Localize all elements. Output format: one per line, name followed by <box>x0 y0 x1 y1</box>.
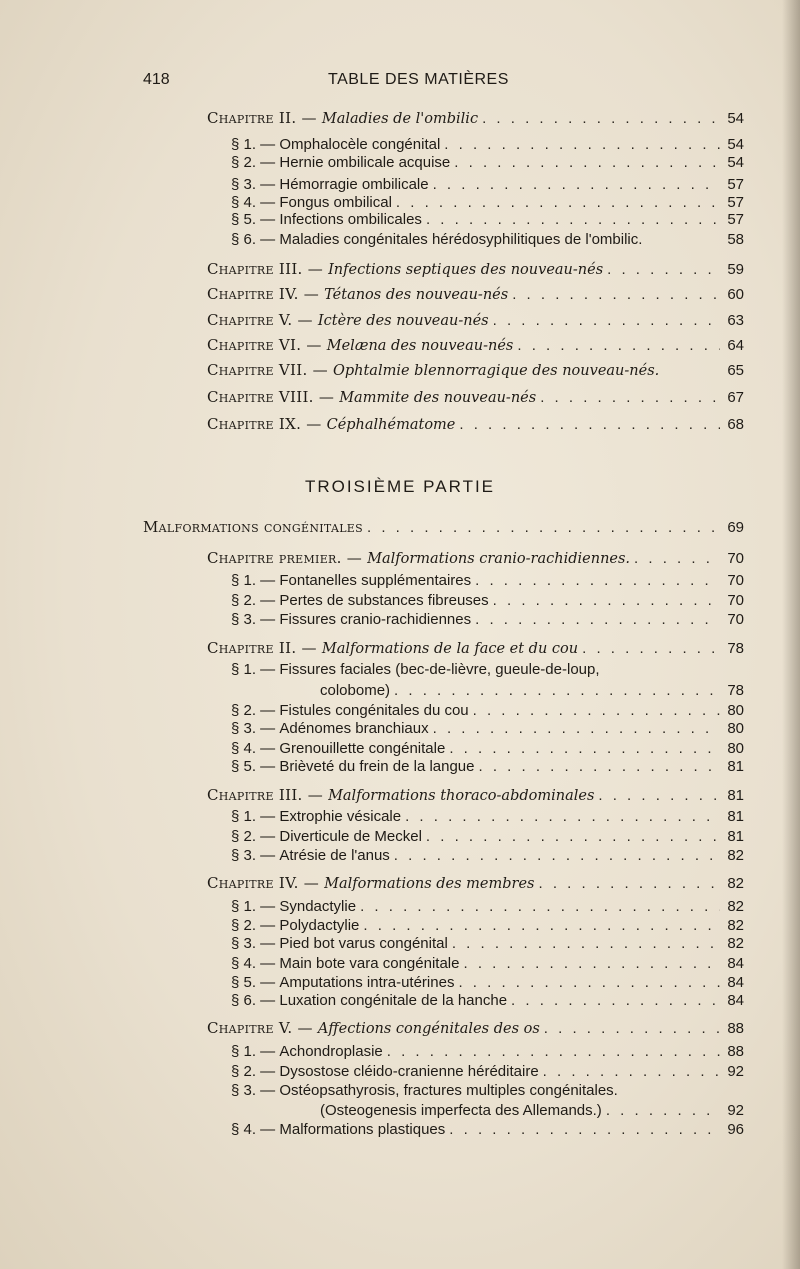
entry-page-number: 80 <box>727 702 744 719</box>
entry-page-number: 78 <box>727 640 744 657</box>
entry-prefix: § 5. — <box>231 211 280 228</box>
section-entry <box>231 989 744 1013</box>
entry-page-number: 58 <box>727 231 744 248</box>
page-number: 418 <box>143 71 170 88</box>
dot-leader <box>607 258 720 282</box>
entry-title: Luxation congénitale de la hanche <box>279 992 508 1009</box>
entry-prefix: Chapitre VII. — <box>207 361 333 379</box>
entry-title: Polydactylie <box>279 917 360 934</box>
part-heading: TROISIÈME PARTIE <box>304 477 496 496</box>
entry-prefix: Chapitre II. — <box>207 109 322 127</box>
entry-prefix: § 1. — <box>231 572 280 589</box>
entry-page-number: 57 <box>727 194 744 211</box>
entry-page-number: 70 <box>727 550 744 567</box>
entry-title: Extrophie vésicale <box>279 808 402 825</box>
chapter-entry <box>207 257 744 281</box>
dot-leader <box>367 516 720 540</box>
entry-title: Maladies de l'ombilic <box>321 111 479 127</box>
entry-page-number: 67 <box>727 389 744 406</box>
entry-title: (Osteogenesis imperfecta des Allemands.) <box>320 1102 602 1119</box>
entry-page-number: 96 <box>727 1121 744 1138</box>
entry-page-number: 78 <box>727 682 744 699</box>
entry-page-number: 70 <box>727 572 744 589</box>
entry-title: Ophtalmie blennorragique des nouveau-nés. <box>332 363 660 379</box>
entry-prefix: § 3. — <box>231 720 280 737</box>
entry-title: Amputations intra-utérines <box>279 974 455 991</box>
entry-title: Omphalocèle congénital <box>279 136 441 153</box>
entry-title: Pertes de substances fibreuses <box>279 592 489 609</box>
entry-title: colobome) <box>320 682 391 699</box>
entry-page-number: 59 <box>727 261 744 278</box>
entry-page-number: 81 <box>727 808 744 825</box>
entry-page-number: 65 <box>727 362 744 379</box>
entry-page-number: 82 <box>727 935 744 952</box>
entry-page-number: 84 <box>727 955 744 972</box>
entry-prefix: Chapitre VIII. — <box>207 388 340 406</box>
section-entry <box>231 151 744 175</box>
chapter-entry <box>207 333 744 357</box>
entry-page-number: 54 <box>727 136 744 153</box>
entry-prefix: § 2. — <box>231 917 280 934</box>
entry-title: Brièveté du frein de la langue <box>279 758 475 775</box>
chapter-entry <box>207 106 744 130</box>
entry-title: Adénomes branchiaux <box>279 720 429 737</box>
entry-title: Malformations plastiques <box>279 1121 446 1138</box>
chapter-entry <box>207 636 744 660</box>
dot-leader <box>475 608 720 632</box>
entry-title: Fissures cranio-rachidiennes <box>279 611 472 628</box>
entry-prefix: Chapitre IV. — <box>207 874 325 892</box>
entry-prefix: Chapitre III. — <box>207 786 329 804</box>
chapter-entry <box>207 308 744 332</box>
entry-page-number: 88 <box>727 1020 744 1037</box>
dot-leader <box>454 151 720 175</box>
entry-page-number: 81 <box>727 758 744 775</box>
entry-page-number: 80 <box>727 740 744 757</box>
chapter-entry <box>207 358 744 382</box>
entry-prefix: § 3. — <box>231 847 280 864</box>
dot-leader <box>512 283 720 307</box>
entry-title: Céphalhématome <box>326 417 456 433</box>
dot-leader <box>493 309 720 333</box>
dot-leader <box>449 1118 720 1142</box>
entry-page-number: 92 <box>727 1102 744 1119</box>
entry-title: Hémorragie ombilicale <box>279 176 429 193</box>
entry-prefix: § 3. — <box>231 611 280 628</box>
entry-page-number: 68 <box>727 416 744 433</box>
entry-title: Melæna des nouveau-nés <box>326 338 514 354</box>
entry-prefix: § 1. — <box>231 898 280 915</box>
entry-page-number: 70 <box>727 611 744 628</box>
entry-prefix: § 4. — <box>231 955 280 972</box>
entry-page-number: 84 <box>727 992 744 1009</box>
section-entry <box>231 844 744 868</box>
entry-page-number: 88 <box>727 1043 744 1060</box>
section-entry <box>231 228 744 252</box>
entry-prefix: § 1. — <box>231 136 280 153</box>
chapter-entry <box>207 1016 744 1040</box>
dot-leader <box>511 989 720 1013</box>
entry-title: Hernie ombilicale acquise <box>279 154 451 171</box>
page-edge-shadow <box>782 0 800 1269</box>
entry-title: Main bote vara congénitale <box>279 955 460 972</box>
entry-page-number: 82 <box>727 847 744 864</box>
entry-prefix: § 3. — <box>231 1082 280 1099</box>
dot-leader <box>394 844 720 868</box>
page-header <box>143 71 743 95</box>
entry-prefix: § 1. — <box>231 661 280 678</box>
entry-page-number: 60 <box>727 286 744 303</box>
dot-leader <box>540 386 720 410</box>
dot-leader <box>479 755 721 779</box>
entry-title: Maladies congénitales hérédosyphilitiques de l'ombilic. <box>279 231 643 248</box>
entry-prefix: § 2. — <box>231 154 280 171</box>
chapter-entry <box>207 385 744 409</box>
entry-prefix: § 6. — <box>231 231 280 248</box>
entry-title: Ictère des nouveau-nés <box>317 313 489 329</box>
entry-prefix: § 4. — <box>231 1121 280 1138</box>
dot-leader <box>482 107 720 131</box>
entry-prefix: Chapitre V. — <box>207 311 318 329</box>
entry-page-number: 82 <box>727 875 744 892</box>
section-entry <box>231 608 744 632</box>
entry-prefix: Chapitre VI. — <box>207 336 327 354</box>
entry-title: Fistules congénitales du cou <box>279 702 469 719</box>
entry-title: Grenouillette congénitale <box>279 740 446 757</box>
section-entry <box>231 755 744 779</box>
entry-title: Infections septiques des nouveau-nés <box>328 262 604 278</box>
entry-prefix: Chapitre V. — <box>207 1019 318 1037</box>
entry-prefix: Chapitre II. — <box>207 639 322 657</box>
chapter-entry <box>207 412 744 436</box>
entry-page-number: 82 <box>727 898 744 915</box>
entry-title: Atrésie de l'anus <box>279 847 390 864</box>
entry-page-number: 57 <box>727 176 744 193</box>
entry-page-number: 81 <box>727 787 744 804</box>
entry-prefix: § 2. — <box>231 1063 280 1080</box>
entry-title: Fontanelles supplémentaires <box>279 572 472 589</box>
chapter-entry <box>207 282 744 306</box>
entry-page-number: 54 <box>727 154 744 171</box>
entry-title: Achondroplasie <box>279 1043 383 1060</box>
chapter-entry <box>207 546 744 570</box>
entry-prefix: § 1. — <box>231 1043 280 1060</box>
entry-title: Syndactylie <box>279 898 357 915</box>
entry-title: Infections ombilicales <box>279 211 422 228</box>
entry-prefix: § 2. — <box>231 592 280 609</box>
entry-prefix: Chapitre premier. — <box>207 549 368 567</box>
entry-prefix: § 4. — <box>231 194 280 211</box>
entry-title: Mammite des nouveau-nés <box>339 390 537 406</box>
entry-page-number: 54 <box>727 110 744 127</box>
entry-page-number: 63 <box>727 312 744 329</box>
dot-leader <box>459 413 720 437</box>
dot-leader <box>539 872 721 896</box>
entry-prefix: § 6. — <box>231 992 280 1009</box>
entry-title: Malformations thoraco-abdominales <box>328 788 595 804</box>
running-title: TABLE DES MATIÈRES <box>328 71 509 88</box>
entry-prefix: § 2. — <box>231 828 280 845</box>
entry-page-number: 64 <box>727 337 744 354</box>
chapter-entry <box>207 871 744 895</box>
section-entry <box>231 1118 744 1142</box>
entry-title: Ostéopsathyrosis, fractures multiples congénitales. <box>279 1082 618 1099</box>
entry-title: Diverticule de Meckel <box>279 828 422 845</box>
entry-prefix: § 3. — <box>231 176 280 193</box>
entry-title: Fissures faciales (bec-de-lièvre, gueule-de-loup, <box>279 661 600 678</box>
entry-page-number: 92 <box>727 1063 744 1080</box>
dot-leader <box>517 334 720 358</box>
entry-title: Pied bot varus congénital <box>279 935 448 952</box>
entry-prefix: § 3. — <box>231 935 280 952</box>
entry-prefix: § 2. — <box>231 702 280 719</box>
dot-leader <box>544 1017 720 1041</box>
entry-page-number: 57 <box>727 211 744 228</box>
part-entry <box>143 515 744 539</box>
entry-title: Malformations des membres <box>324 876 535 892</box>
entry-title: Dysostose cléido-cranienne héréditaire <box>279 1063 539 1080</box>
entry-prefix: § 4. — <box>231 740 280 757</box>
entry-page-number: 80 <box>727 720 744 737</box>
entry-title: Tétanos des nouveau-nés <box>324 287 509 303</box>
entry-page-number: 84 <box>727 974 744 991</box>
entry-prefix: § 1. — <box>231 808 280 825</box>
entry-prefix: Malformations congénitales <box>143 518 363 536</box>
dot-leader <box>634 547 720 571</box>
entry-prefix: Chapitre IV. — <box>207 285 325 303</box>
entry-prefix: Chapitre III. — <box>207 260 329 278</box>
entry-page-number: 70 <box>727 592 744 609</box>
entry-title: Malformations cranio-rachidiennes. <box>367 551 631 567</box>
entry-title: Malformations de la face et du cou <box>321 641 579 657</box>
entry-title: Affections congénitales des os <box>317 1021 540 1037</box>
entry-prefix: § 5. — <box>231 974 280 991</box>
entry-title: Fongus ombilical <box>279 194 392 211</box>
entry-page-number: 82 <box>727 917 744 934</box>
entry-prefix: § 5. — <box>231 758 280 775</box>
entry-page-number: 81 <box>727 828 744 845</box>
entry-prefix: Chapitre IX. — <box>207 415 327 433</box>
chapter-entry <box>207 783 744 807</box>
entry-page-number: 69 <box>727 519 744 536</box>
